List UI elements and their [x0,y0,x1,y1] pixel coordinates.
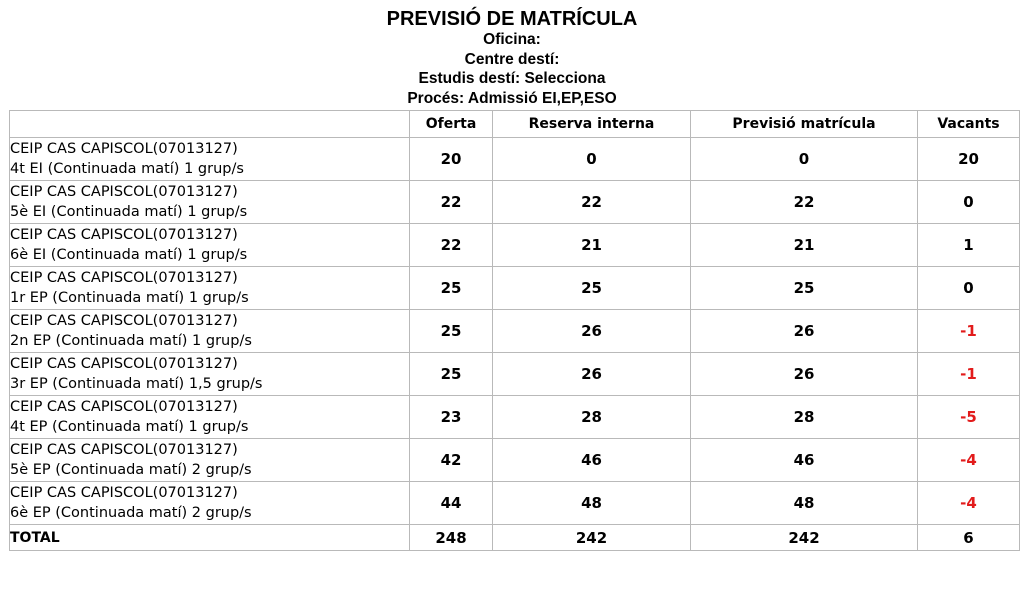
course-name: 6è EP (Continuada matí) 2 grup/s [10,505,252,521]
oferta-cell: 25 [410,267,493,310]
vacants-cell: -1 [918,353,1020,396]
course-name: 3r EP (Continuada matí) 1,5 grup/s [10,376,263,392]
office-label: Oficina: [483,31,541,48]
school-name: CEIP CAS CAPISCOL(07013127) [10,399,238,415]
total-reserva-interna: 242 [493,525,691,551]
previsio-matricula-cell: 46 [691,439,918,482]
vacants-cell: -4 [918,439,1020,482]
oferta-cell: 42 [410,439,493,482]
row-name-cell [10,353,410,396]
vacants-cell: -5 [918,396,1020,439]
school-name: CEIP CAS CAPISCOL(07013127) [10,356,238,372]
previsio-matricula-cell: 25 [691,267,918,310]
school-name: CEIP CAS CAPISCOL(07013127) [10,270,238,286]
row-name-cell [10,267,410,310]
reserva-interna-cell: 26 [493,310,691,353]
oferta-cell: 25 [410,310,493,353]
table-row [10,138,1020,181]
total-label: TOTAL [10,525,410,551]
column-header-oferta: Oferta [410,111,493,138]
report-header [0,0,1024,108]
row-name-cell [10,181,410,224]
column-header-name [10,111,410,138]
previsio-matricula-cell: 48 [691,482,918,525]
school-name: CEIP CAS CAPISCOL(07013127) [10,184,238,200]
column-header-vacants: Vacants [918,111,1020,138]
course-name: 5è EI (Continuada matí) 1 grup/s [10,204,248,220]
total-oferta: 248 [410,525,493,551]
previsio-matricula-cell: 28 [691,396,918,439]
table-row [10,267,1020,310]
previsio-matricula-cell: 21 [691,224,918,267]
enrollment-forecast-table [9,110,1020,551]
reserva-interna-cell: 0 [493,138,691,181]
reserva-interna-cell: 26 [493,353,691,396]
row-name-cell [10,138,410,181]
reserva-interna-cell: 28 [493,396,691,439]
column-header-previsio-matricula: Previsió matrícula [691,111,918,138]
previsio-matricula-cell: 0 [691,138,918,181]
reserva-interna-cell: 22 [493,181,691,224]
table-row [10,181,1020,224]
total-previsio-matricula: 242 [691,525,918,551]
oferta-cell: 44 [410,482,493,525]
table-body [10,138,1020,525]
row-name-cell [10,439,410,482]
course-name: 4t EP (Continuada matí) 1 grup/s [10,419,249,435]
row-name-cell [10,482,410,525]
school-name: CEIP CAS CAPISCOL(07013127) [10,313,238,329]
table-row [10,224,1020,267]
oferta-cell: 25 [410,353,493,396]
destination-centre-label: Centre destí: [464,50,560,68]
report-title: PREVISIÓ DE MATRÍCULA [386,8,638,30]
process-label: Procés: Admissió EI,EP,ESO [407,89,617,107]
vacants-cell: 20 [918,138,1020,181]
school-name: CEIP CAS CAPISCOL(07013127) [10,227,238,243]
course-name: 6è EI (Continuada matí) 1 grup/s [10,247,248,263]
total-vacants: 6 [918,525,1020,551]
school-name: CEIP CAS CAPISCOL(07013127) [10,485,238,501]
oferta-cell: 23 [410,396,493,439]
course-name: 5è EP (Continuada matí) 2 grup/s [10,462,252,478]
reserva-interna-cell: 48 [493,482,691,525]
course-name: 2n EP (Continuada matí) 1 grup/s [10,333,252,349]
vacants-cell: 0 [918,267,1020,310]
course-name: 1r EP (Continuada matí) 1 grup/s [10,290,249,306]
reserva-interna-cell: 21 [493,224,691,267]
oferta-cell: 22 [410,224,493,267]
table-row [10,310,1020,353]
table-row [10,396,1020,439]
table-row [10,482,1020,525]
row-name-cell [10,224,410,267]
destination-studies-label: Estudis destí: Selecciona [418,70,606,87]
course-name: 4t EI (Continuada matí) 1 grup/s [10,161,244,177]
total-row [10,525,1020,551]
column-header-reserva-interna: Reserva interna [493,111,691,138]
school-name: CEIP CAS CAPISCOL(07013127) [10,141,238,157]
vacants-cell: 1 [918,224,1020,267]
school-name: CEIP CAS CAPISCOL(07013127) [10,442,238,458]
oferta-cell: 22 [410,181,493,224]
reserva-interna-cell: 46 [493,439,691,482]
previsio-matricula-cell: 22 [691,181,918,224]
vacants-cell: -1 [918,310,1020,353]
previsio-matricula-cell: 26 [691,353,918,396]
table-header-row [10,111,1020,138]
table-row [10,439,1020,482]
vacants-cell: 0 [918,181,1020,224]
row-name-cell [10,396,410,439]
table-row [10,353,1020,396]
vacants-cell: -4 [918,482,1020,525]
row-name-cell [10,310,410,353]
reserva-interna-cell: 25 [493,267,691,310]
previsio-matricula-cell: 26 [691,310,918,353]
oferta-cell: 20 [410,138,493,181]
